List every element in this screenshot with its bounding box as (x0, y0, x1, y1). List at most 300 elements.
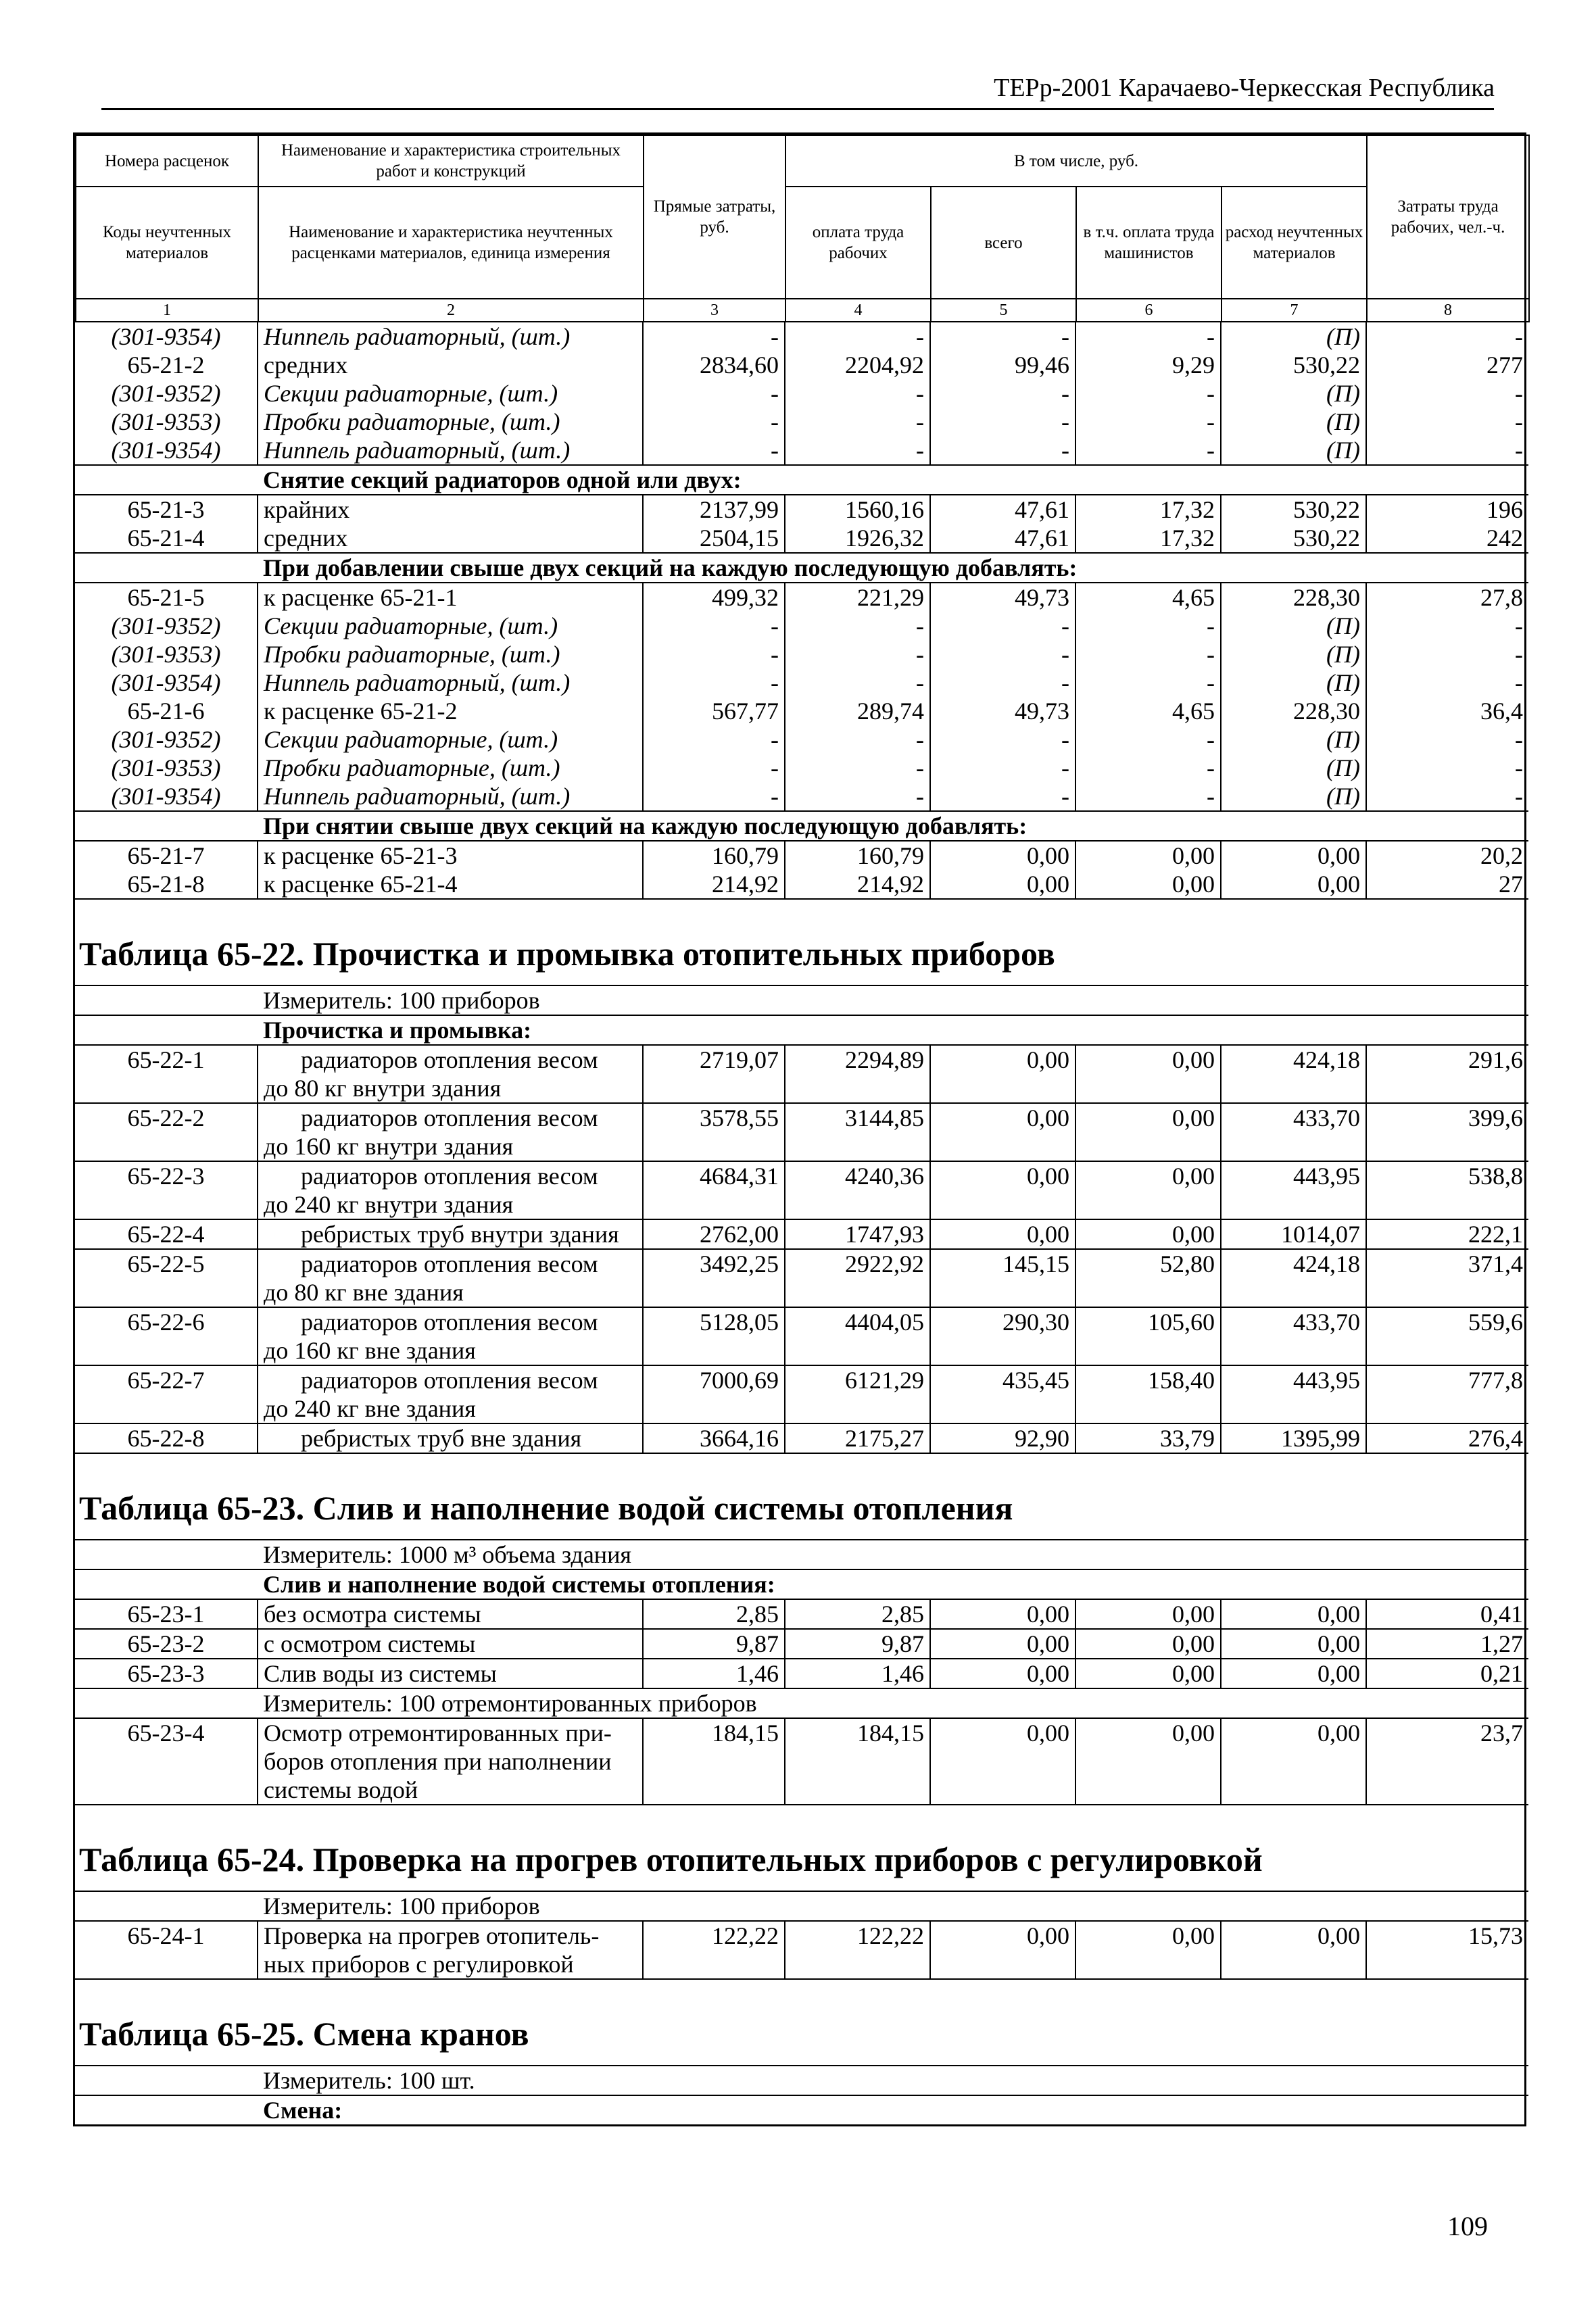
rate-name-line: ных приборов с регулировкой (264, 1951, 574, 1978)
value-cell: - (1515, 726, 1523, 753)
value-cell: 3144,85 (785, 1103, 930, 1161)
value-cell: 2137,99 (643, 495, 785, 524)
table-row (75, 351, 1528, 379)
value-cell: 49,73 (930, 697, 1075, 725)
value-cell: 17,32 (1075, 495, 1221, 524)
rate-name: к расценке 65-21-3 (258, 841, 643, 870)
value-cell: 5128,05 (643, 1307, 785, 1365)
rate-code: 65-22-7 (75, 1365, 258, 1423)
section-heading: Прочистка и промывка: (258, 1015, 1528, 1045)
rate-name: к расценке 65-21-2 (258, 697, 643, 725)
value-cell: 371,4 (1366, 1249, 1528, 1307)
rate-name: средних (258, 524, 643, 553)
value-cell: 0,00 (930, 1921, 1075, 1979)
measure-unit: Измеритель: 100 приборов (258, 985, 1528, 1015)
value-cell: 424,18 (1221, 1249, 1366, 1307)
table-row (75, 841, 1528, 870)
material-name: Ниппель радиаторный, (шт.) (258, 668, 643, 697)
rate-name (258, 1249, 643, 1307)
rate-name-line: до 80 кг вне здания (264, 1279, 464, 1306)
rate-name (258, 1103, 643, 1161)
value-cell: 0,00 (1221, 1718, 1366, 1805)
value-cell: 559,6 (1366, 1307, 1528, 1365)
value-cell: - (930, 725, 1075, 754)
rate-code: 65-24-1 (75, 1921, 258, 1979)
header-direct: Прямые затраты, руб. (644, 135, 785, 299)
header-num: 3 (644, 299, 785, 322)
value-cell: 1,46 (643, 1659, 785, 1688)
value-cell: - (1515, 641, 1523, 668)
table-row (75, 1599, 1528, 1629)
header-m-total: всего (931, 187, 1076, 299)
material-name: Ниппель радиаторный, (шт.) (258, 436, 643, 465)
value-cell: 158,40 (1075, 1365, 1221, 1423)
value-cell: 0,00 (1221, 1921, 1366, 1979)
value-cell: - (930, 782, 1075, 811)
header-num: 7 (1222, 299, 1367, 322)
value-cell: (П) (1221, 668, 1366, 697)
value-cell: 0,00 (1075, 1045, 1221, 1103)
value-cell: 105,60 (1075, 1307, 1221, 1365)
value-cell: - (1366, 436, 1528, 465)
table-body (75, 322, 1528, 2124)
value-cell: 4240,36 (785, 1161, 930, 1219)
rate-code: 65-22-4 (75, 1219, 258, 1249)
table-row (75, 782, 1528, 811)
value-cell: 2719,07 (643, 1045, 785, 1103)
rate-code: 65-21-5 (75, 583, 258, 612)
header-num: 8 (1367, 299, 1529, 322)
rate-code: 65-21-7 (75, 841, 258, 870)
rate-code: 65-21-3 (75, 495, 258, 524)
value-cell: 47,61 (930, 495, 1075, 524)
value-cell: 567,77 (643, 697, 785, 725)
value-cell: (П) (1221, 408, 1366, 436)
rate-code: 65-21-2 (75, 351, 258, 379)
value-cell: 399,6 (1366, 1103, 1528, 1161)
material-code: (301-9352) (75, 725, 258, 754)
section-heading: Смена: (263, 2097, 343, 2124)
value-cell: 1,27 (1366, 1629, 1528, 1659)
value-cell: - (785, 436, 930, 465)
value-cell: 1014,07 (1221, 1219, 1366, 1249)
value-cell: (П) (1221, 754, 1366, 782)
value-cell: - (930, 640, 1075, 668)
rate-code: 65-22-8 (75, 1423, 258, 1453)
rate-name-line: до 160 кг вне здания (264, 1337, 476, 1364)
header-rate-name: Наименование и характеристика строительных работ и конструкций (258, 135, 644, 187)
section-heading: При добавлении свыше двух секций на каждую последующую добавлять: (258, 553, 1528, 583)
value-cell: - (785, 640, 930, 668)
value-cell: - (643, 754, 785, 782)
rate-name: Слив воды из системы (258, 1659, 643, 1688)
value-cell: 49,73 (930, 583, 1075, 612)
table-row (75, 1307, 1528, 1365)
value-cell: - (785, 725, 930, 754)
value-cell: 1395,99 (1221, 1423, 1366, 1453)
value-cell: 499,32 (643, 583, 785, 612)
rate-code: 65-23-3 (75, 1659, 258, 1688)
header-rule (101, 108, 1494, 110)
value-cell: 196 (1486, 496, 1523, 523)
rate-name (258, 1219, 643, 1249)
value-cell: 160,79 (643, 841, 785, 870)
value-cell: 228,30 (1221, 583, 1366, 612)
value-cell: - (643, 725, 785, 754)
rate-name (258, 1718, 643, 1805)
measure-unit: Измеритель: 100 шт. (258, 2066, 1528, 2095)
page-number: 109 (1447, 2211, 1488, 2241)
rate-name-line: Осмотр отремонтированных при- (264, 1720, 612, 1747)
value-cell: 0,00 (930, 1161, 1075, 1219)
value-cell: - (1075, 725, 1221, 754)
value-cell: (П) (1221, 379, 1366, 408)
value-cell: 36,4 (1480, 698, 1523, 725)
value-cell: 0,00 (930, 1629, 1075, 1659)
rate-name-line: до 240 кг внутри здания (264, 1191, 514, 1218)
value-cell: 52,80 (1075, 1249, 1221, 1307)
material-code: (301-9352) (75, 612, 258, 640)
table-row (75, 1365, 1528, 1423)
value-cell: 0,41 (1366, 1599, 1528, 1629)
table-row (75, 697, 1528, 725)
value-cell: 9,87 (643, 1629, 785, 1659)
value-cell: - (785, 408, 930, 436)
rate-code: 65-21-4 (75, 524, 258, 553)
value-cell: - (785, 668, 930, 697)
rate-name: средних (258, 351, 643, 379)
value-cell: 99,46 (930, 351, 1075, 379)
table-row (75, 495, 1528, 524)
value-cell: 0,00 (930, 1219, 1075, 1249)
value-cell: 4684,31 (643, 1161, 785, 1219)
value-cell: - (1075, 436, 1221, 465)
value-cell: - (643, 322, 785, 351)
value-cell: 184,15 (785, 1718, 930, 1805)
value-cell: - (1075, 668, 1221, 697)
table-row (75, 1103, 1528, 1161)
value-cell: 530,22 (1221, 351, 1366, 379)
rate-name (258, 1921, 643, 1979)
value-cell: 0,00 (930, 841, 1075, 870)
value-cell: - (930, 436, 1075, 465)
material-name: Ниппель радиаторный, (шт.) (258, 782, 643, 811)
value-cell: - (1075, 754, 1221, 782)
value-cell: 0,00 (1221, 1599, 1366, 1629)
rate-name-line: радиаторов отопления весом (301, 1163, 598, 1190)
value-cell: - (930, 754, 1075, 782)
table-row (75, 322, 1528, 351)
value-cell: - (1366, 782, 1528, 811)
value-cell: 443,95 (1221, 1161, 1366, 1219)
header-incl: В том числе, руб. (785, 135, 1367, 187)
value-cell: 0,00 (1221, 1629, 1366, 1659)
value-cell: (П) (1221, 725, 1366, 754)
rate-name (258, 1161, 643, 1219)
value-cell: 289,74 (785, 697, 930, 725)
table-row (75, 1161, 1528, 1219)
table-row (75, 754, 1528, 782)
value-cell: 3664,16 (643, 1423, 785, 1453)
value-cell: 1747,93 (785, 1219, 930, 1249)
table-title: Таблица 65-22. Прочистка и промывка отопительных приборов (79, 935, 1055, 973)
rate-code: 65-22-1 (75, 1045, 258, 1103)
rate-name-line: до 240 кг вне здания (264, 1395, 476, 1422)
value-cell: - (1075, 782, 1221, 811)
material-code: (301-9354) (75, 782, 258, 811)
material-code: (301-9354) (75, 668, 258, 697)
header-num: 2 (258, 299, 644, 322)
value-cell: - (785, 782, 930, 811)
value-cell: 2504,15 (643, 524, 785, 553)
value-cell: 0,00 (930, 1718, 1075, 1805)
table-row (75, 1659, 1528, 1688)
material-name: Пробки радиаторные, (шт.) (258, 640, 643, 668)
value-cell: 0,00 (930, 1599, 1075, 1629)
value-cell: - (643, 782, 785, 811)
value-cell: 20,2 (1480, 842, 1523, 869)
value-cell: 777,8 (1366, 1365, 1528, 1423)
value-cell: (П) (1221, 640, 1366, 668)
value-cell: 214,92 (643, 870, 785, 899)
value-cell: 7000,69 (643, 1365, 785, 1423)
rate-code: 65-22-6 (75, 1307, 258, 1365)
value-cell: 0,00 (930, 1103, 1075, 1161)
value-cell: 424,18 (1221, 1045, 1366, 1103)
material-name: Ниппель радиаторный, (шт.) (258, 322, 643, 351)
value-cell: - (930, 612, 1075, 640)
rate-name: без осмотра системы (258, 1599, 643, 1629)
table-row (75, 668, 1528, 697)
value-cell: 33,79 (1075, 1423, 1221, 1453)
value-cell: - (930, 322, 1075, 351)
value-cell: 443,95 (1221, 1365, 1366, 1423)
section-heading: Слив и наполнение водой системы отопления: (258, 1569, 1528, 1599)
value-cell: 15,73 (1366, 1921, 1528, 1979)
value-cell: 0,00 (1075, 1219, 1221, 1249)
value-cell: 0,00 (930, 870, 1075, 899)
value-cell: 276,4 (1366, 1423, 1528, 1453)
value-cell: 0,00 (930, 1045, 1075, 1103)
value-cell: 433,70 (1221, 1103, 1366, 1161)
section-heading: При снятии свыше двух секций на каждую последующую добавлять: (258, 811, 1528, 841)
value-cell: - (643, 640, 785, 668)
header-mat-unacc: расход неучтенных материалов (1222, 187, 1367, 299)
header-num: 1 (76, 299, 258, 322)
value-cell: 0,21 (1366, 1659, 1528, 1688)
rate-code: 65-22-3 (75, 1161, 258, 1219)
value-cell: 4404,05 (785, 1307, 930, 1365)
value-cell: - (1515, 612, 1523, 639)
value-cell: 0,00 (1221, 841, 1366, 870)
value-cell: 291,6 (1366, 1045, 1528, 1103)
value-cell: - (930, 408, 1075, 436)
value-cell: - (1075, 322, 1221, 351)
value-cell: 0,00 (1075, 870, 1221, 899)
value-cell: 17,32 (1075, 524, 1221, 553)
value-cell: 0,00 (1075, 1659, 1221, 1688)
value-cell: - (643, 668, 785, 697)
table-row (75, 583, 1528, 612)
rate-name-line: радиаторов отопления весом (301, 1309, 598, 1336)
value-cell: 2294,89 (785, 1045, 930, 1103)
rate-name-line: радиаторов отопления весом (301, 1367, 598, 1394)
value-cell: - (643, 436, 785, 465)
table-row (75, 379, 1528, 408)
value-cell: - (1075, 408, 1221, 436)
value-cell: (П) (1221, 612, 1366, 640)
material-name: Секции радиаторные, (шт.) (258, 725, 643, 754)
value-cell: 2762,00 (643, 1219, 785, 1249)
header-mat-code: Коды неучтенных материалов (76, 187, 258, 299)
material-name: Секции радиаторные, (шт.) (258, 379, 643, 408)
value-cell: 1926,32 (785, 524, 930, 553)
material-code: (301-9352) (75, 379, 258, 408)
rate-name-line: радиаторов отопления весом (301, 1046, 598, 1073)
value-cell: - (785, 754, 930, 782)
value-cell: 27,8 (1480, 584, 1523, 611)
value-cell: 9,87 (785, 1629, 930, 1659)
measure-unit: Измеритель: 100 отремонтированных приборов (258, 1688, 1528, 1718)
table-title: Таблица 65-24. Проверка на прогрев отопительных приборов с регулировкой (79, 1841, 1263, 1878)
rate-code: 65-22-2 (75, 1103, 258, 1161)
material-name: Секции радиаторные, (шт.) (258, 612, 643, 640)
value-cell: 4,65 (1075, 583, 1221, 612)
header-mat-name: Наименование и характеристика неучтенных расценками материалов, единица измерения (258, 187, 644, 299)
rate-name-line: радиаторов отопления весом (301, 1104, 598, 1131)
value-cell: 2175,27 (785, 1423, 930, 1453)
value-cell: (П) (1221, 436, 1366, 465)
material-code: (301-9353) (75, 754, 258, 782)
table-header (75, 135, 1530, 322)
value-cell: 3578,55 (643, 1103, 785, 1161)
value-cell: 433,70 (1221, 1307, 1366, 1365)
table-row (75, 1249, 1528, 1307)
rate-name (258, 1307, 643, 1365)
value-cell: 0,00 (1221, 1659, 1366, 1688)
header-num: 6 (1076, 299, 1222, 322)
value-cell: 538,8 (1366, 1161, 1528, 1219)
value-cell: - (1075, 379, 1221, 408)
table-row (75, 408, 1528, 436)
material-code: (301-9353) (75, 408, 258, 436)
value-cell: 2204,92 (785, 351, 930, 379)
value-cell: 214,92 (785, 870, 930, 899)
value-cell: 122,22 (643, 1921, 785, 1979)
rate-name: к расценке 65-21-1 (258, 583, 643, 612)
rate-name (258, 1423, 643, 1453)
rate-code: 65-23-2 (75, 1629, 258, 1659)
value-cell: 27 (1366, 870, 1528, 899)
section-heading: Снятие секций радиаторов одной или двух: (258, 465, 1528, 495)
value-cell: - (1075, 612, 1221, 640)
table-row (75, 870, 1528, 899)
header-rate-no: Номера расценок (76, 135, 258, 187)
value-cell: 277 (1486, 351, 1523, 379)
rate-name-line: системы водой (264, 1776, 418, 1803)
value-cell: 47,61 (930, 524, 1075, 553)
header-wage: оплата труда рабочих (785, 187, 931, 299)
material-code: (301-9354) (75, 436, 258, 465)
material-name: Пробки радиаторные, (шт.) (258, 408, 643, 436)
value-cell: 0,00 (930, 1659, 1075, 1688)
value-cell: 3492,25 (643, 1249, 785, 1307)
value-cell: - (643, 379, 785, 408)
value-cell: 0,00 (1075, 841, 1221, 870)
rate-name: с осмотром системы (258, 1629, 643, 1659)
table-title: Таблица 65-25. Смена кранов (79, 2015, 529, 2053)
value-cell: 2834,60 (643, 351, 785, 379)
rate-code: 65-22-5 (75, 1249, 258, 1307)
value-cell: - (785, 322, 930, 351)
value-cell: - (1075, 640, 1221, 668)
value-cell: 221,29 (785, 583, 930, 612)
value-cell: 23,7 (1366, 1718, 1528, 1805)
value-cell: 242 (1366, 524, 1528, 553)
value-cell: 0,00 (1221, 870, 1366, 899)
rate-name-line: радиаторов отопления весом (301, 1250, 598, 1277)
value-cell: 228,30 (1221, 697, 1366, 725)
value-cell: 530,22 (1221, 524, 1366, 553)
material-code: (301-9354) (75, 322, 258, 351)
value-cell: 9,29 (1075, 351, 1221, 379)
value-cell: 4,65 (1075, 697, 1221, 725)
value-cell: 92,90 (930, 1423, 1075, 1453)
value-cell: 145,15 (930, 1249, 1075, 1307)
header-labor: Затраты труда рабочих, чел.-ч. (1367, 135, 1529, 299)
rates-table (73, 132, 1526, 2126)
value-cell: 530,22 (1221, 495, 1366, 524)
value-cell: - (930, 668, 1075, 697)
rate-name (258, 1045, 643, 1103)
value-cell: 1560,16 (785, 495, 930, 524)
value-cell: - (1515, 380, 1523, 407)
table-title: Таблица 65-23. Слив и наполнение водой системы отопления (79, 1489, 1013, 1527)
value-cell: 0,00 (1075, 1103, 1221, 1161)
header-num: 5 (931, 299, 1076, 322)
rate-code: 65-23-1 (75, 1599, 258, 1629)
value-cell: - (785, 379, 930, 408)
rate-name-line: ребристых труб вне здания (301, 1425, 582, 1452)
rate-code: 65-21-6 (75, 697, 258, 725)
value-cell: - (643, 612, 785, 640)
value-cell: 2,85 (643, 1599, 785, 1629)
value-cell: - (785, 612, 930, 640)
table-row (75, 1921, 1528, 1979)
table-row (75, 612, 1528, 640)
table-row (75, 725, 1528, 754)
material-code: (301-9353) (75, 640, 258, 668)
value-cell: 435,45 (930, 1365, 1075, 1423)
value-cell: 0,00 (1075, 1718, 1221, 1805)
value-cell: - (643, 408, 785, 436)
value-cell: 0,00 (1075, 1599, 1221, 1629)
rate-name-line: до 160 кг внутри здания (264, 1133, 514, 1160)
value-cell: 184,15 (643, 1718, 785, 1805)
header-num: 4 (785, 299, 931, 322)
value-cell: 0,00 (1075, 1161, 1221, 1219)
rate-name-line: Проверка на прогрев отопитель- (264, 1922, 600, 1949)
value-cell: - (930, 379, 1075, 408)
measure-unit: Измеритель: 1000 м³ объема здания (258, 1540, 1528, 1569)
measure-unit: Измеритель: 100 приборов (258, 1891, 1528, 1921)
table-row (75, 524, 1528, 553)
rate-name-line: ребристых труб внутри здания (301, 1221, 619, 1248)
value-cell: (П) (1221, 782, 1366, 811)
value-cell: - (1515, 754, 1523, 781)
table-row (75, 1718, 1528, 1805)
value-cell: 290,30 (930, 1307, 1075, 1365)
